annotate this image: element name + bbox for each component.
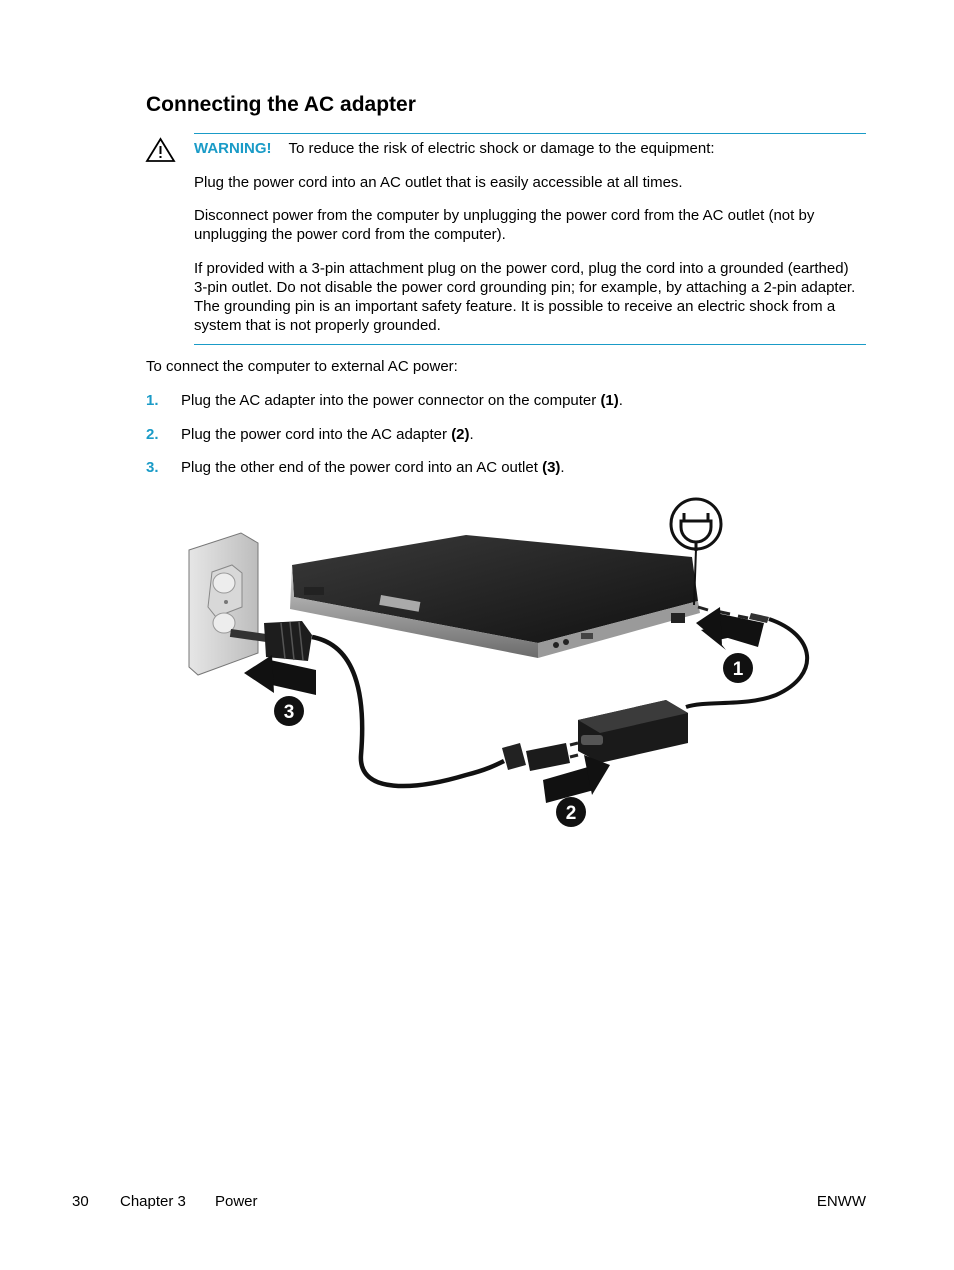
warning-label: WARNING! bbox=[194, 140, 272, 157]
footer-doc-id: ENWW bbox=[816, 1193, 866, 1210]
warning-intro-text: To reduce the risk of electric shock or damage to the equipment: bbox=[288, 140, 715, 157]
step-text bbox=[181, 391, 623, 410]
svg-text:1: 1 bbox=[732, 659, 744, 680]
footer-chapter: Chapter 3 bbox=[120, 1193, 186, 1210]
svg-text:3: 3 bbox=[283, 702, 295, 723]
step-end: . bbox=[618, 392, 623, 409]
arrow-3-icon bbox=[244, 655, 316, 695]
step-ref: (1) bbox=[600, 392, 619, 409]
warning-intro bbox=[194, 139, 866, 158]
step-ref: (2) bbox=[451, 426, 470, 443]
step-text bbox=[181, 458, 565, 477]
step-text-body: Plug the other end of the power cord into an AC outlet bbox=[181, 459, 538, 476]
step-text-body: Plug the power cord into the AC adapter bbox=[181, 426, 448, 443]
step-number: 2. bbox=[146, 426, 159, 443]
step-text-body: Plug the AC adapter into the power connector on the computer bbox=[181, 392, 597, 409]
callout-2 bbox=[556, 797, 586, 827]
callout-3 bbox=[274, 696, 304, 726]
page-number: 30 bbox=[72, 1193, 89, 1210]
step-text bbox=[181, 425, 474, 444]
warning-triangle-icon bbox=[145, 137, 176, 163]
warning-item: Plug the power cord into an AC outlet that is easily accessible at all times. bbox=[194, 174, 683, 191]
ac-adapter-brick bbox=[578, 700, 688, 763]
step-ref: (3) bbox=[542, 459, 561, 476]
footer-section: Power bbox=[215, 1193, 258, 1210]
steps-intro: To connect the computer to external AC power: bbox=[146, 358, 458, 375]
step-number: 1. bbox=[146, 392, 159, 409]
warning-item: Disconnect power from the computer by unplugging the power cord from the AC outlet (not by unplugging the power cord from the computer). bbox=[194, 207, 815, 243]
callout-1 bbox=[723, 653, 753, 683]
svg-text:2: 2 bbox=[565, 803, 577, 824]
laptop-computer bbox=[290, 535, 700, 658]
section-heading: Connecting the AC adapter bbox=[146, 93, 416, 116]
step-number: 3. bbox=[146, 459, 159, 476]
wall-outlet bbox=[189, 533, 258, 675]
ac-adapter-illustration bbox=[186, 495, 820, 831]
warning-item: If provided with a 3-pin attachment plug on the power cord, plug the cord into a grounded (earthed) 3-pin outlet. Do not disable the power cord grounding pin; for example, by attaching a 2-pin adapter. The grounding pin is an important safety feature. It is possible to receive an electric shock from a system that is not properly grounded. bbox=[194, 260, 856, 334]
step-end: . bbox=[560, 459, 565, 476]
step-end: . bbox=[469, 426, 474, 443]
